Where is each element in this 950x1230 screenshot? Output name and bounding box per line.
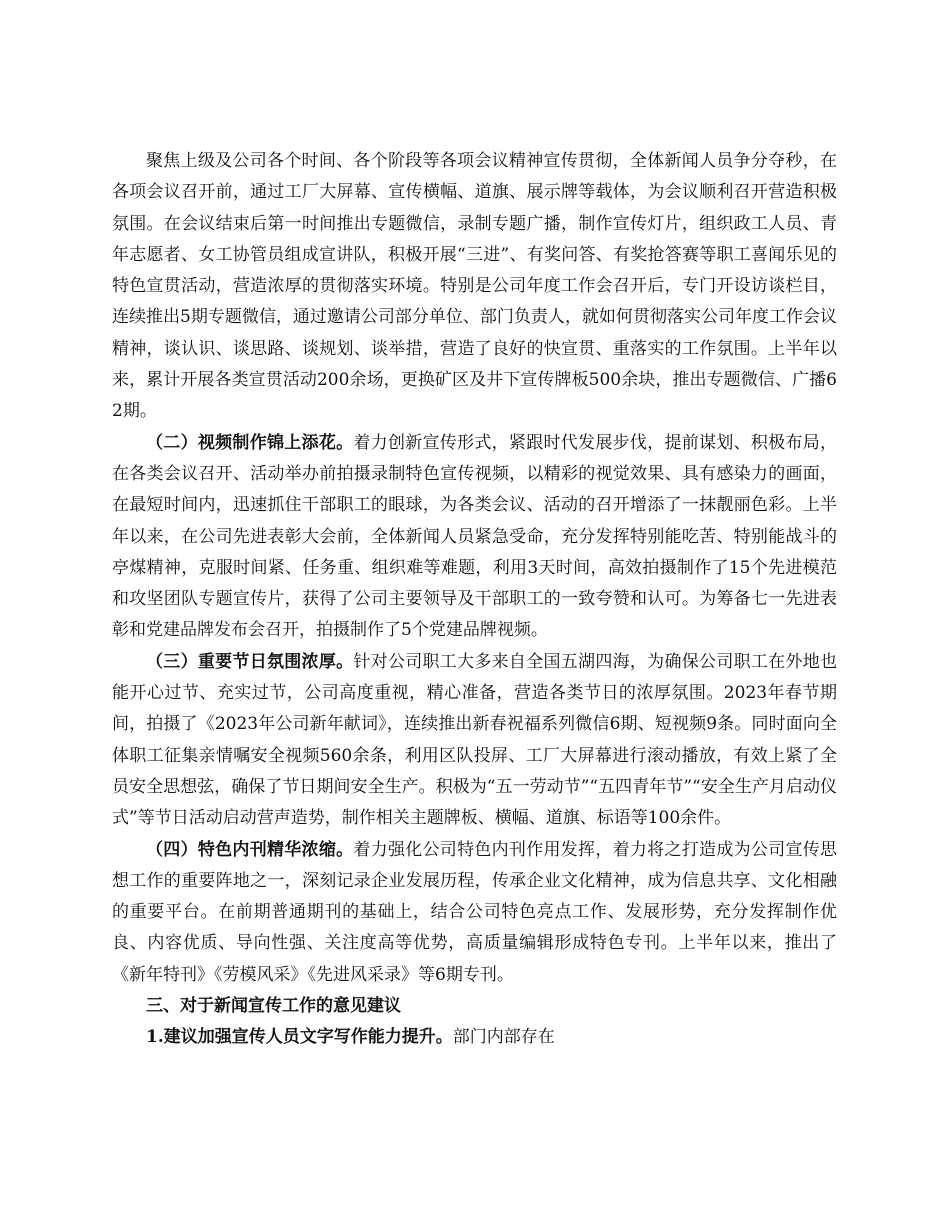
document-body [112,146,837,1054]
paragraph-lead: （三）重要节日氛围浓厚。 [146,651,354,672]
paragraph-lead: （二）视频制作锦上添花。 [146,432,354,453]
paragraph-internal-journal [112,835,837,991]
paragraph-holiday-atmosphere [112,647,837,835]
paragraph-lead: （四）特色内刊精华浓缩。 [146,839,354,860]
paragraph-text: 针对公司职工大多来自全国五湖四海，为确保公司职工在外地也能开心过节、充实过节，公司高度重视，精心准备，营造各类节日的浓厚氛围。2023年春节期间，拍摄了《2023年公司新年献词》，连续推出新春祝福系列微信6期、短视频9条。同时面向全体职工征集亲情嘱安全视频560余条，利用区队投屏、工厂大屏幕进行滚动播放，有效上紧了全员安全思想弦，确保了节日期间安全生产。积极为“五一劳动节”“五四青年节”“安全生产月启动仪式”等节日活动启动营声造势，制作相关主题牌板、横幅、道旗、标语等100余件。 [112,651,838,829]
paragraph-suggestion-1 [112,1022,837,1053]
paragraph-meeting-publicity [112,146,837,428]
paragraph-text: 着力创新宣传形式，紧跟时代发展步伐，提前谋划、积极布局，在各类会议召开、活动举办前拍摄录制特色宣传视频，以精彩的视觉效果、具有感染力的画面，在最短时间内，迅速抓住干部职工的眼球，为各类会议、活动的召开增添了一抹靓丽色彩。上半年以来，在公司先进表彰大会前，全体新闻人员紧急受命，充分发挥特别能吃苦、特别能战斗的亭煤精神，克服时间紧、任务重、组织难等难题，利用3天时间，高效拍摄制作了15个先进模范和攻坚团队专题宣传片，获得了公司主要领导及干部职工的一致夸赞和认可。为筹备七一先进表彰和党建品牌发布会召开，拍摄制作了5个党建品牌视频。 [112,432,838,641]
paragraph-text: 部门内部存在 [452,1027,555,1048]
paragraph-text: 聚焦上级及公司各个时间、各个阶段等各项会议精神宣传贯彻，全体新闻人员争分夺秒，在各项会议召开前，通过工厂大屏幕、宣传横幅、道旗、展示牌等载体，为会议顺利召开营造积极氛围。在会议结束后第一时间推出专题微信，录制专题广播，制作宣传灯片，组织政工人员、青年志愿者、女工协管员组成宣讲队，积极开展“三进”、有奖问答、有奖抢答赛等职工喜闻乐见的特色宣贯活动，营造浓厚的贯彻落实环境。特别是公司年度工作会召开后，专门开设访谈栏目，连续推出5期专题微信，通过邀请公司部分单位、部门负责人，就如何贯彻落实公司年度工作会议精神，谈认识、谈思路、谈规划、谈举措，营造了良好的快宣贯、重落实的工作氛围。上半年以来，累计开展各类宣贯活动200余场，更换矿区及井下宣传牌板500余块，推出专题微信、广播62期。 [112,151,837,422]
section-heading: 三、对于新闻宣传工作的意见建议 [146,996,401,1017]
paragraph-video-production [112,428,837,647]
paragraph-lead: 1.建议加强宣传人员文字写作能力提升。 [146,1027,453,1048]
paragraph-text: 着力强化公司特色内刊作用发挥，着力将之打造成为公司宣传思想工作的重要阵地之一，深刻记录企业发展历程，传承企业文化精神，成为信息共享、文化相融的重要平台。在前期普通期刊的基础上，结合公司特色亮点工作、发展形势，充分发挥制作优良、内容优质、导向性强、关注度高等优势，高质量编辑形成特色专刊。上半年以来，推出了《新年特刊》《劳模风采》《先进风采录》等6期专刊。 [112,839,838,985]
